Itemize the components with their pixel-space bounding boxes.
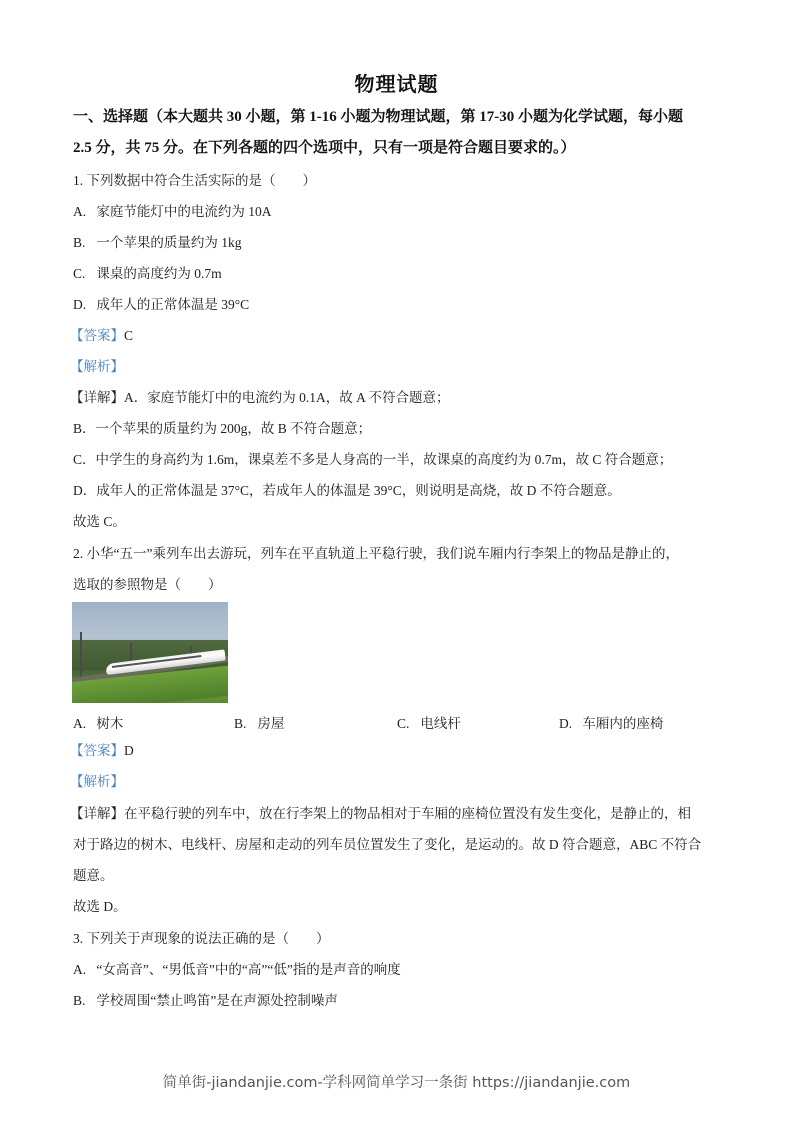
- option-label: A.: [73, 962, 87, 977]
- option-text: 树木: [96, 716, 124, 731]
- option-label: D.: [73, 297, 87, 312]
- page-title: 物理试题: [354, 74, 439, 96]
- q1-detail-line-4: D．成年人的正常体温是 37°C，若成年人的体温是 39°C，则说明是高烧，故 D 不符合题意。: [73, 483, 621, 498]
- option-label: C.: [73, 266, 86, 281]
- option-text: 家庭节能灯中的电流约为 10A: [96, 204, 272, 219]
- option-text: 学校周围“禁止鸣笛”是在声源处控制噪声: [96, 993, 338, 1008]
- q2-option-c: [397, 712, 461, 732]
- option-text: “女高音”、“男低音”中的“高”“低”指的是声音的响度: [96, 962, 401, 977]
- q1-detail-line-1: [70, 389, 450, 407]
- answer-tag: 【答案】: [70, 328, 124, 343]
- q2-detail-line-2: 对于路边的树木、电线杆、房屋和走动的列车员位置发生了变化，是运动的。故 D 符合题意，ABC 不符合: [73, 837, 702, 852]
- question-2-stem-line-2: 选取的参照物是（ ）: [73, 577, 222, 592]
- q2-option-d: [559, 712, 663, 732]
- q2-conclusion: 故选 D。: [73, 899, 127, 914]
- q1-option-d: [73, 296, 249, 314]
- option-label: D.: [559, 716, 573, 731]
- detail-text: A．家庭节能灯中的电流约为 0.1A，故 A 不符合题意；: [124, 390, 450, 405]
- option-label: B.: [234, 716, 247, 731]
- q1-answer: [70, 327, 133, 345]
- option-text: 房屋: [257, 716, 285, 731]
- q2-detail-line-3: 题意。: [73, 868, 114, 883]
- option-text: 一个苹果的质量约为 1kg: [96, 235, 242, 250]
- option-label: A.: [73, 716, 87, 731]
- answer-tag: 【答案】: [70, 743, 124, 758]
- answer-value: C: [124, 328, 134, 343]
- q2-analysis: [70, 773, 124, 791]
- q2-answer: [70, 742, 134, 760]
- detail-tag: 【详解】: [70, 390, 124, 405]
- q2-detail-line-1: [70, 805, 691, 823]
- answer-value: D: [124, 743, 134, 758]
- q1-option-c: [73, 265, 222, 283]
- q1-option-a: [73, 203, 272, 221]
- option-text: 车厢内的座椅: [582, 716, 664, 731]
- q3-option-a: [73, 961, 401, 979]
- option-text: 课桌的高度约为 0.7m: [96, 266, 222, 281]
- q1-option-b: [73, 234, 242, 252]
- detail-text: 在平稳行驶的列车中，放在行李架上的物品相对于车厢的座椅位置没有发生变化，是静止的，相: [124, 806, 691, 821]
- option-label: C.: [397, 716, 410, 731]
- question-1-stem: 1. 下列数据中符合生活实际的是（ ）: [73, 173, 316, 188]
- footer-watermark: 简单街-jiandanjie.com-学科网简单学习一条街 https://jiandanjie.com: [162, 1075, 631, 1091]
- detail-tag: 【详解】: [70, 806, 124, 821]
- option-label: B.: [73, 235, 86, 250]
- q1-detail-line-3: C．中学生的身高约为 1.6m，课桌差不多是人身高的一半，故课桌的高度约为 0.7m，故 C 符合题意；: [73, 452, 673, 467]
- question-2-stem-line-1: 2. 小华“五一”乘列车出去游玩，列车在平直轨道上平稳行驶，我们说车厢内行李架上的物品是静止的，: [73, 546, 679, 561]
- q1-detail-line-2: B．一个苹果的质量约为 200g，故 B 不符合题意；: [73, 421, 372, 436]
- option-text: 成年人的正常体温是 39°C: [96, 297, 250, 312]
- q1-analysis: [70, 358, 124, 376]
- option-text: 电线杆: [420, 716, 461, 731]
- train-photo: [72, 602, 228, 703]
- option-label: B.: [73, 993, 86, 1008]
- q2-option-b: [234, 712, 284, 732]
- option-label: A.: [73, 204, 87, 219]
- section-header-line-1: 一、选择题（本大题共 30 小题，第 1-16 小题为物理试题，第 17-30 小题为化学试题，每小题: [73, 109, 683, 125]
- section-header-line-2: 2.5 分，共 75 分。在下列各题的四个选项中，只有一项是符合题目要求的。）: [73, 140, 576, 156]
- q3-option-b: [73, 992, 338, 1010]
- analysis-tag: 【解析】: [70, 774, 124, 789]
- question-3-stem: 3. 下列关于声现象的说法正确的是（ ）: [73, 931, 330, 946]
- q2-option-a: [73, 712, 123, 732]
- q1-conclusion: 故选 C。: [73, 514, 126, 529]
- analysis-tag: 【解析】: [70, 359, 124, 374]
